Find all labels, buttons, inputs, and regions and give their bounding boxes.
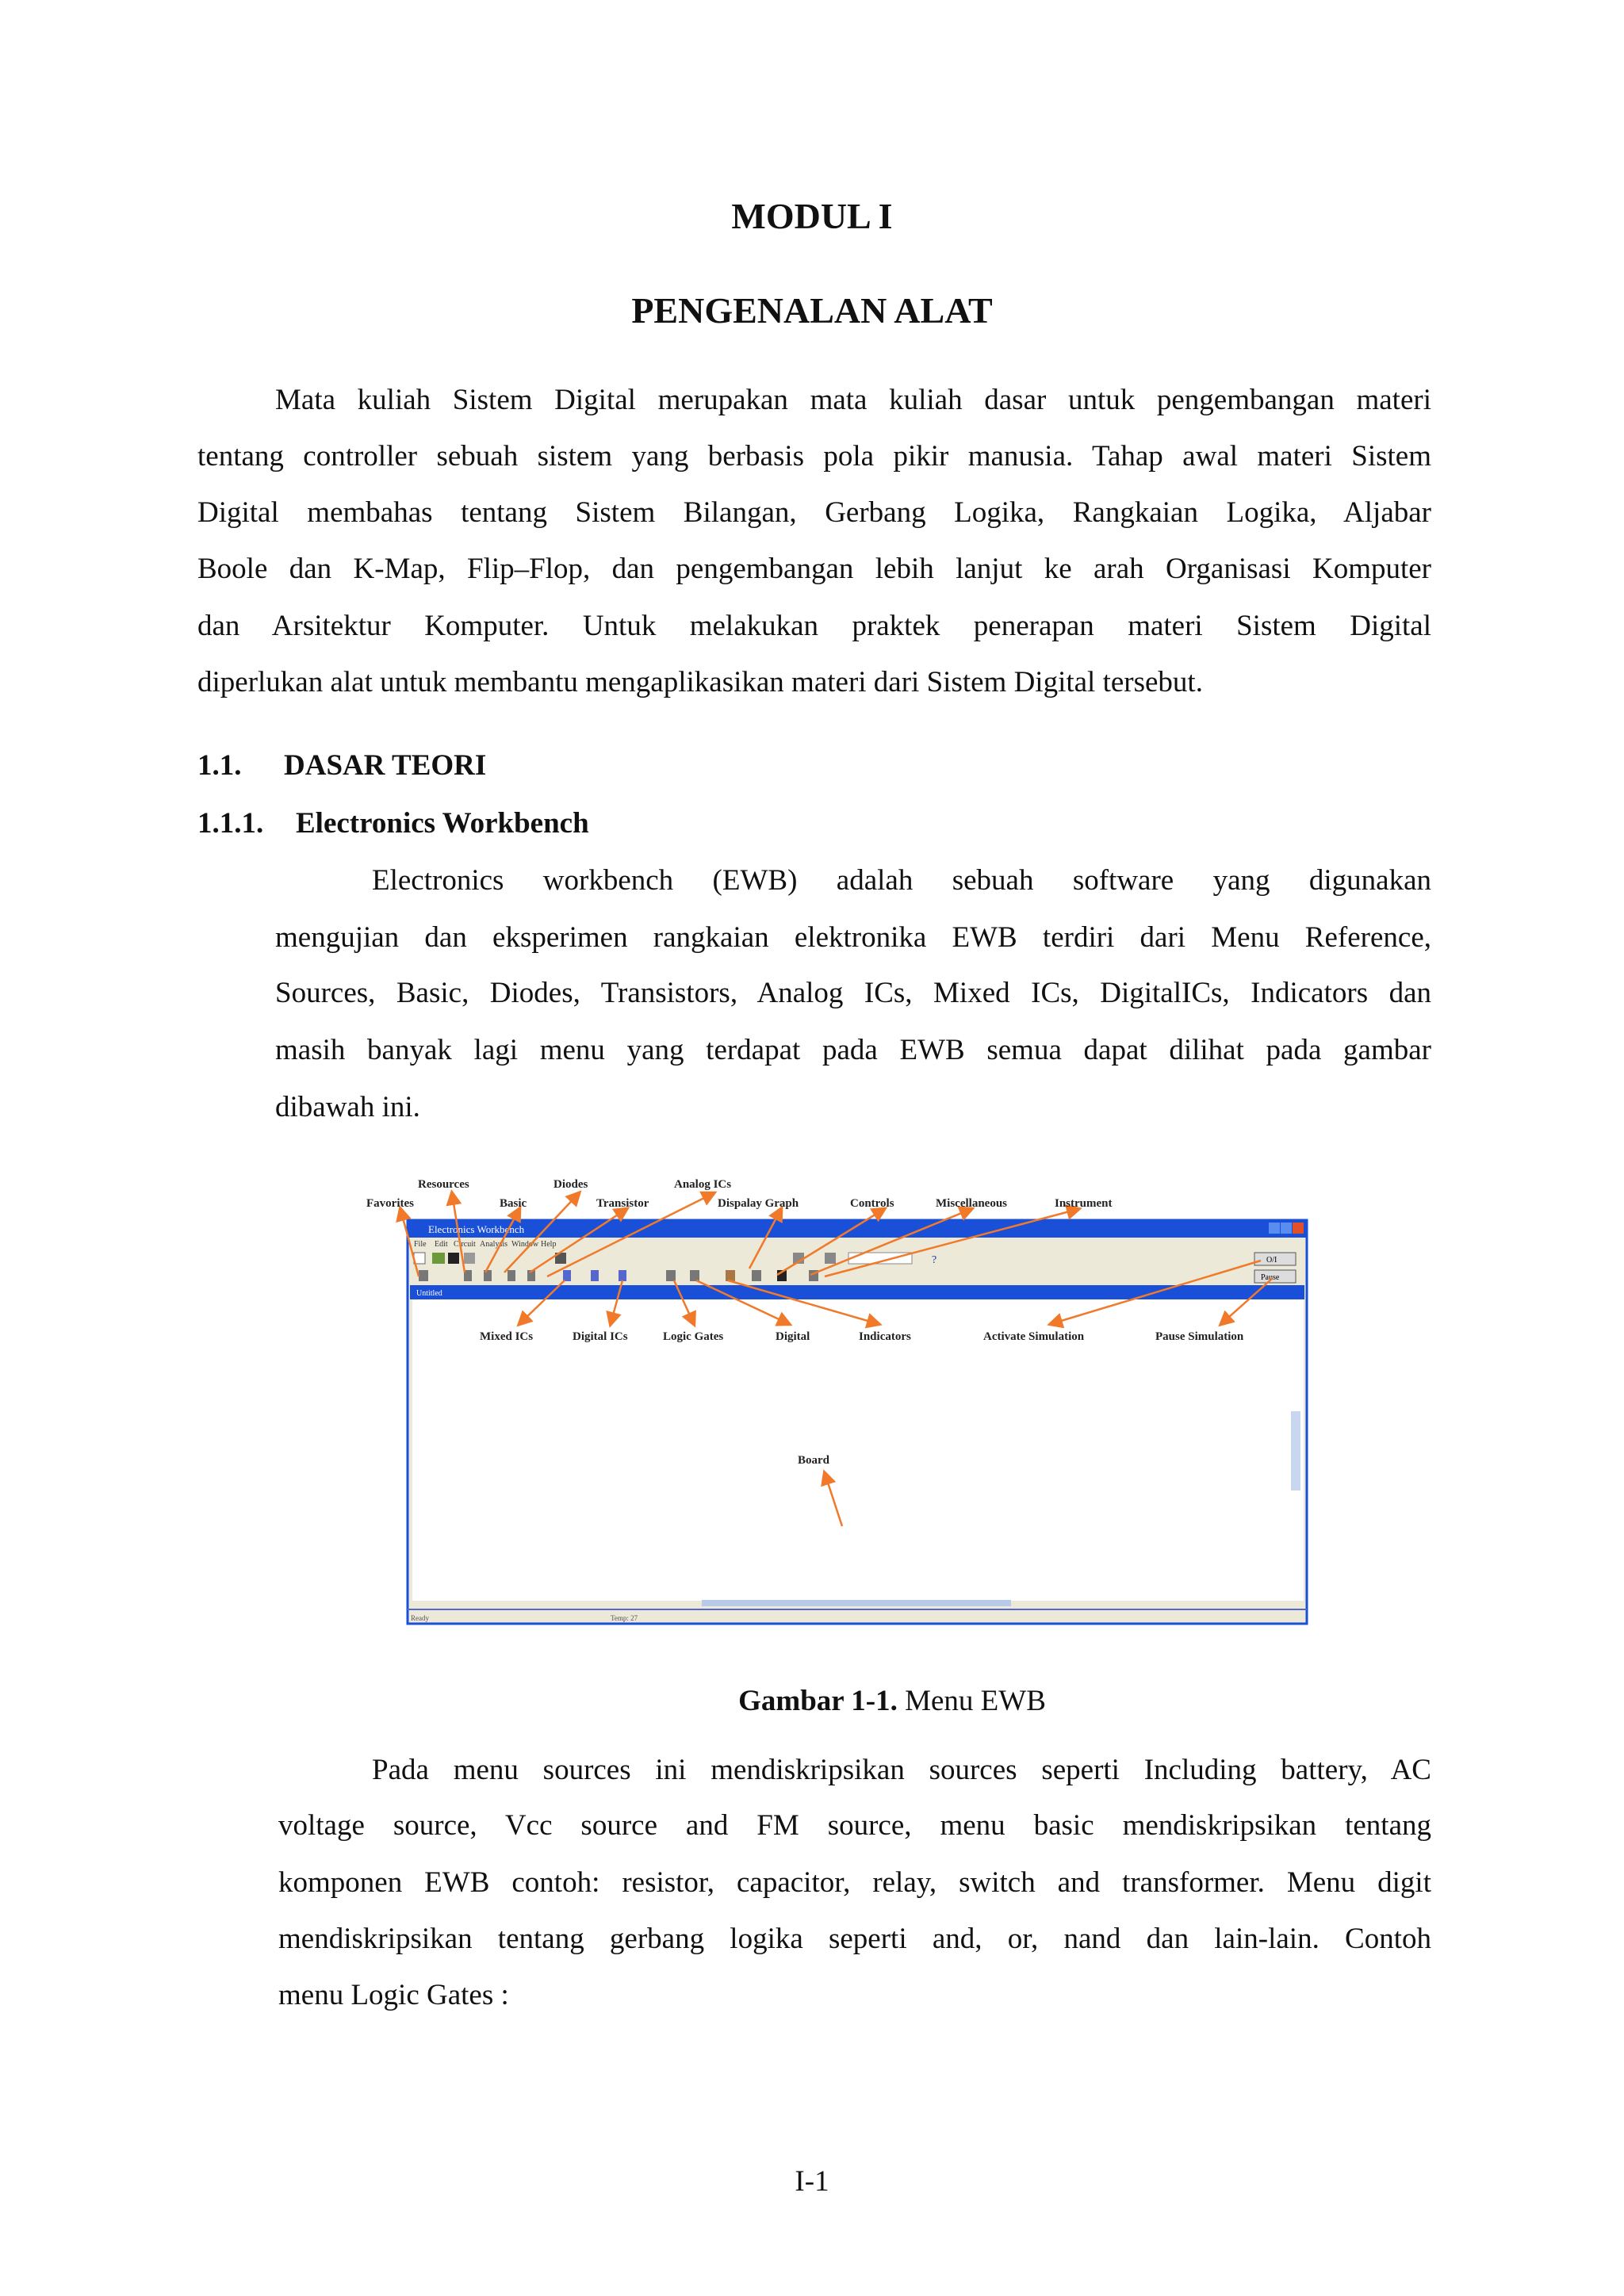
section-number: 1.1. [197,749,242,782]
label-instrument: Instrument [1055,1197,1113,1210]
text-line: voltage source, Vcc source and FM source, menu basic mendiskripsikan tentang [278,1809,1431,1842]
label-activate-simulation: Activate Simulation [983,1330,1085,1343]
label-digital-ics: Digital ICs [573,1330,628,1343]
module-title: MODUL I [731,196,893,236]
label-indicators: Indicators [859,1330,911,1343]
subsection-heading: Electronics Workbench [296,807,589,840]
minimize-icon[interactable] [1269,1223,1280,1234]
figure-caption [0,1684,1624,1718]
svg-text:?: ? [932,1254,937,1266]
label-basic: Basic [500,1197,527,1210]
text-line: komponen EWB contoh: resistor, capacitor, relay, switch and transformer. Menu digit [278,1866,1431,1899]
subsection-number: 1.1.1. [197,807,264,840]
maximize-icon[interactable] [1281,1223,1292,1234]
label-analog-ics: Analog ICs [674,1178,732,1191]
document-title: Untitled [416,1289,442,1298]
window-title-bar [408,1220,1307,1238]
text-line: Pada menu sources ini mendiskripsikan sources seperti Including battery, AC [372,1754,1431,1786]
status-temp: Temp: 27 [611,1614,638,1622]
caption-text: Menu EWB [897,1685,1046,1717]
label-pause-simulation: Pause Simulation [1155,1330,1244,1343]
label-digital: Digital [776,1330,810,1343]
text-line: Mata kuliah Sistem Digital merupakan mata kuliah dasar untuk pengembangan materi [275,384,1431,416]
label-diodes: Diodes [553,1178,588,1191]
text-line: Sources, Basic, Diodes, Transistors, Analog ICs, Mixed ICs, DigitalICs, Indicators dan [275,977,1431,1009]
ewb-window [408,1220,1307,1624]
label-mixed-ics: Mixed ICs [480,1330,534,1343]
chapter-title: PENGENALAN ALAT [631,290,993,331]
label-favorites: Favorites [366,1197,414,1210]
label-logic-gates: Logic Gates [663,1330,724,1343]
board-canvas[interactable] [412,1299,1304,1601]
label-resources: Resources [418,1178,469,1191]
label-display-graph: Dispalay Graph [718,1197,799,1210]
text-line: dan Arsitektur Komputer. Untuk melakukan praktek penerapan materi Sistem Digital [197,610,1431,642]
pause-simulation-label: Pause [1261,1273,1280,1282]
text-line: tentang controller sebuah sistem yang berbasis pola pikir manusia. Tahap awal materi Sistem [197,440,1431,473]
text-line: Boole dan K-Map, Flip–Flop, dan pengembangan lebih lanjut ke arah Organisasi Komputer [197,553,1431,585]
label-transistor: Transistor [596,1197,649,1210]
label-miscellaneous: Miscellaneous [936,1197,1007,1210]
caption-number: Gambar 1-1. [738,1685,898,1717]
text-line: Digital membahas tentang Sistem Bilangan, Gerbang Logika, Rangkaian Logika, Aljabar [197,496,1431,529]
page-number: I-1 [795,2165,829,2198]
vertical-scrollbar[interactable] [1291,1411,1300,1490]
text-line: mendiskripsikan tentang gerbang logika seperti and, or, nand dan lain-lain. Contoh [278,1923,1431,1955]
activate-simulation-label: O/I [1266,1256,1277,1265]
section-heading: DASAR TEORI [284,749,487,782]
menu-edit[interactable]: Edit [435,1240,448,1249]
text-line: Electronics workbench (EWB) adalah sebuah software yang digunakan [372,864,1431,897]
menu-circuit[interactable]: Circuit [454,1240,476,1249]
window-title: Electronics Workbench [428,1223,525,1235]
text-line: dibawah ini. [275,1091,420,1123]
menu-file[interactable]: File [414,1240,427,1249]
text-line: menu Logic Gates : [278,1979,509,2011]
menu-help[interactable]: Help [541,1240,557,1249]
status-ready: Ready [411,1614,429,1622]
horizontal-scrollbar[interactable] [702,1600,1011,1606]
text-line: masih banyak lagi menu yang terdapat pada EWB semua dapat dilihat pada gambar [275,1034,1431,1066]
label-controls: Controls [850,1197,894,1210]
close-icon[interactable] [1293,1223,1304,1234]
menu-analysis[interactable]: Analysis [480,1240,508,1249]
text-line: diperlukan alat untuk membantu mengaplikasikan materi dari Sistem Digital tersebut. [197,666,1203,698]
text-line: mengujian dan eksperimen rangkaian elektronika EWB terdiri dari Menu Reference, [275,921,1431,954]
menu-window[interactable]: Window [511,1240,539,1249]
label-board: Board [798,1454,830,1467]
